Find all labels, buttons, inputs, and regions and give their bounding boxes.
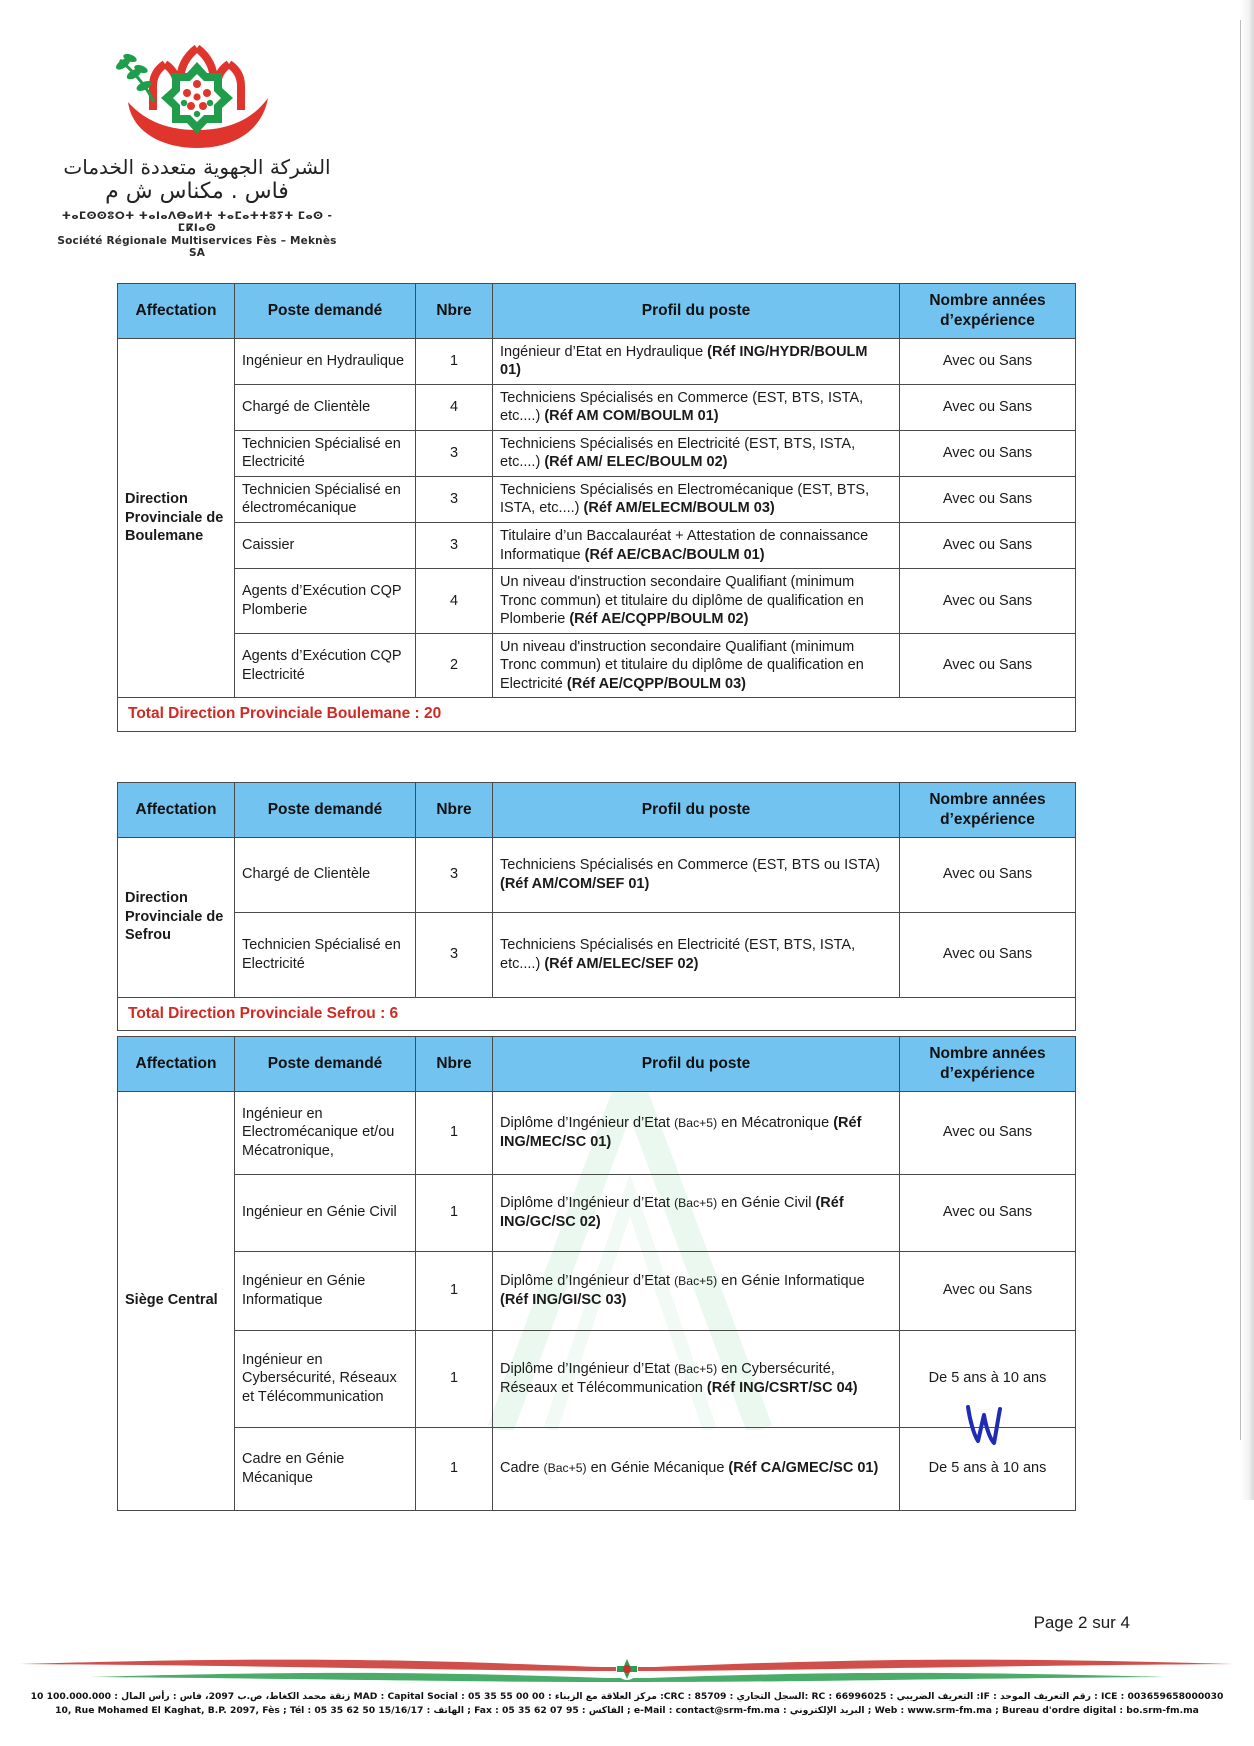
- profil-ref: (Réf ING/HYDR/BOULM 01): [500, 343, 868, 379]
- nbre-cell: 1: [416, 1174, 493, 1251]
- scan-edge: [1240, 0, 1254, 1500]
- col-experience-line1: Nombre années: [929, 292, 1046, 309]
- table-header-row: [118, 284, 1076, 339]
- table-sefrou: [117, 782, 1076, 1031]
- col-experience-line2: d’expérience: [940, 810, 1035, 828]
- table-siege-central: [117, 1036, 1076, 1511]
- profil-cell: [493, 1330, 900, 1427]
- nbre-cell: 2: [416, 633, 493, 698]
- handwritten-signature-mark: [962, 1405, 1008, 1452]
- poste-cell: Agents d’Exécution CQP Electricité: [235, 633, 416, 698]
- col-profil: Profil du poste: [493, 1037, 900, 1092]
- table-header-row: [118, 1037, 1076, 1092]
- col-nbre: Nbre: [416, 284, 493, 339]
- profil-plain: Diplôme d’Ingénieur d’Etat (Bac+5) en Mécatronique: [500, 1115, 834, 1132]
- experience-cell: Avec ou Sans: [900, 1174, 1076, 1251]
- experience-cell: De 5 ans à 10 ans: [900, 1427, 1076, 1510]
- affectation-cell: Siège Central: [118, 1091, 235, 1510]
- poste-cell: Cadre en Génie Mécanique: [235, 1427, 416, 1510]
- col-poste: Poste demandé: [235, 284, 416, 339]
- profil-plain: Ingénieur d’Etat en Hydraulique: [500, 343, 708, 360]
- table-row: [118, 338, 1076, 384]
- profil-plain: Techniciens Spécialisés en Commerce (EST, BTS ou ISTA): [500, 857, 881, 874]
- col-profil: Profil du poste: [493, 284, 900, 339]
- experience-cell: Avec ou Sans: [900, 912, 1076, 997]
- profil-ref: (Réf AM/ELECM/BOULM 03): [583, 500, 775, 517]
- poste-cell: Chargé de Clientèle: [235, 384, 416, 430]
- footer-line-2: 10, Rue Mohamed El Kaghat, B.P. 2097, Fès ; Tél : 05 35 62 50 15/16/17 : الهاتف ; Fax : 05 35 62 07 95 : الفاكس ; e-Mail : contact@srm-fm.ma : البريد الإلكتروني ; Web : www.srm-fm.ma ; Bureau d'ordre digital : bo.srm-fm.ma: [55, 1705, 1199, 1717]
- table-row: [118, 837, 1076, 912]
- table-row: [118, 1091, 1076, 1174]
- profil-ref: (Réf AM/COM/SEF 01): [500, 875, 650, 892]
- poste-cell: Ingénieur en Hydraulique: [235, 338, 416, 384]
- col-poste: Poste demandé: [235, 1037, 416, 1092]
- col-experience-line1: Nombre années: [929, 1045, 1046, 1062]
- profil-cell: [493, 1427, 900, 1510]
- nbre-cell: 1: [416, 1091, 493, 1174]
- total-label: Total Direction Provinciale Sefrou : 6: [118, 997, 1076, 1031]
- poste-cell: Ingénieur en Electromécanique et/ou Mécatronique,: [235, 1091, 416, 1174]
- poste-cell: Technicien Spécialisé en Electricité: [235, 912, 416, 997]
- profil-cell: [493, 1251, 900, 1330]
- nbre-cell: 4: [416, 384, 493, 430]
- profil-plain: Un niveau d'instruction secondaire Qualifiant (minimum Tronc commun) et titulaire du diplôme de qualification en Electricité: [500, 638, 864, 692]
- experience-cell: Avec ou Sans: [900, 837, 1076, 912]
- table-boulemane: [117, 283, 1076, 732]
- poste-cell: Caissier: [235, 523, 416, 569]
- experience-cell: Avec ou Sans: [900, 633, 1076, 698]
- profil-cell: [493, 633, 900, 698]
- col-nbre: Nbre: [416, 1037, 493, 1092]
- profil-plain: Techniciens Spécialisés en Electricité (EST, BTS, ISTA, etc....): [500, 937, 856, 972]
- table-row: [118, 384, 1076, 430]
- profil-ref: (Réf AM COM/BOULM 01): [544, 408, 719, 425]
- total-row: [118, 698, 1076, 732]
- col-profil: Profil du poste: [493, 783, 900, 838]
- profil-plain: Diplôme d’Ingénieur d’Etat (Bac+5) en Génie Informatique: [500, 1273, 865, 1290]
- profil-cell: [493, 476, 900, 522]
- experience-cell: Avec ou Sans: [900, 338, 1076, 384]
- experience-cell: Avec ou Sans: [900, 569, 1076, 634]
- nbre-cell: 3: [416, 523, 493, 569]
- poste-cell: Ingénieur en Génie Informatique: [235, 1251, 416, 1330]
- table-row: [118, 633, 1076, 698]
- profil-plain: Techniciens Spécialisés en Electromécanique (EST, BTS, ISTA, etc....): [500, 481, 870, 517]
- profil-plain: Diplôme d’Ingénieur d’Etat (Bac+5) en Génie Civil: [500, 1195, 816, 1212]
- col-affectation: Affectation: [118, 1037, 235, 1092]
- footer-line-1: 10 زنقة محمد الكغاط، ص.ب 2097، فاس : رأس المال : 100.000.000 MAD : Capital Social : مركز العلاقة مع الزبناء : 00 00 55 35 05 :CRC : السجل التجاري : 85709: RC : التعريف الضريبي : 66996025 :IF : رقم التعريف الموحد : ICE : 003659658000030: [30, 1691, 1224, 1702]
- poste-cell: Technicien Spécialisé en Electricité: [235, 430, 416, 476]
- profil-ref: (Réf AM/ ELEC/BOULM 02): [544, 454, 728, 471]
- nbre-cell: 1: [416, 1427, 493, 1510]
- col-experience: [900, 783, 1076, 838]
- profil-cell: [493, 430, 900, 476]
- scan-edge-line: [1240, 20, 1241, 1440]
- col-experience-line2: d’expérience: [940, 311, 1035, 329]
- table-boulemane-wrap: [117, 283, 1046, 732]
- experience-cell: Avec ou Sans: [900, 430, 1076, 476]
- footer-divider: [0, 1655, 1254, 1689]
- table-sefrou-wrap: [117, 782, 1046, 1031]
- profil-plain: Diplôme d’Ingénieur d’Etat (Bac+5) en Cybersécurité, Réseaux et Télécommunication: [500, 1361, 835, 1396]
- nbre-cell: 1: [416, 338, 493, 384]
- nbre-cell: 3: [416, 912, 493, 997]
- experience-cell: Avec ou Sans: [900, 1251, 1076, 1330]
- profil-ref: (Réf ING/MEC/SC 01): [500, 1115, 862, 1150]
- col-experience: [900, 284, 1076, 339]
- table-row: [118, 523, 1076, 569]
- profil-cell: [493, 1174, 900, 1251]
- profil-ref: (Réf ING/GC/SC 02): [500, 1195, 844, 1230]
- profil-ref: (Réf AE/CQPP/BOULM 03): [566, 675, 747, 692]
- table-header-row: [118, 783, 1076, 838]
- logo-arabic-line-2: فاس . مكناس ش م: [105, 179, 289, 204]
- profil-cell: [493, 338, 900, 384]
- table-siege-central-wrap: [117, 1036, 1047, 1511]
- table-row: [118, 1251, 1076, 1330]
- profil-plain: Techniciens Spécialisés en Commerce (EST, BTS, ISTA, etc....): [500, 389, 864, 425]
- logo-mark-icon: [92, 36, 302, 154]
- profil-ref: (Réf AE/CBAC/BOULM 01): [584, 546, 765, 563]
- logo-arabic-line-1: الشركة الجهوية متعددة الخدمات: [63, 155, 331, 179]
- table-row: [118, 1427, 1076, 1510]
- profil-ref: (Réf AE/CQPP/BOULM 02): [569, 611, 749, 628]
- table-row: [118, 1174, 1076, 1251]
- nbre-cell: 1: [416, 1251, 493, 1330]
- table-row: [118, 1330, 1076, 1427]
- poste-cell: Chargé de Clientèle: [235, 837, 416, 912]
- poste-cell: Ingénieur en Génie Civil: [235, 1174, 416, 1251]
- total-label: Total Direction Provinciale Boulemane : 20: [118, 698, 1076, 732]
- poste-cell: Ingénieur en Cybersécurité, Réseaux et Télécommunication: [235, 1330, 416, 1427]
- poste-cell: Technicien Spécialisé en électromécanique: [235, 476, 416, 522]
- col-experience-line1: Nombre années: [929, 791, 1046, 808]
- experience-cell: Avec ou Sans: [900, 1091, 1076, 1174]
- profil-plain: Techniciens Spécialisés en Electricité (EST, BTS, ISTA, etc....): [500, 435, 856, 471]
- profil-plain: Titulaire d’un Baccalauréat + Attestation de connaissance Informatique: [500, 528, 869, 563]
- col-affectation: Affectation: [118, 284, 235, 339]
- affectation-cell: Direction Provinciale de Sefrou: [118, 837, 235, 997]
- col-experience: [900, 1037, 1076, 1092]
- profil-plain: Cadre (Bac+5) en Génie Mécanique: [500, 1460, 729, 1477]
- nbre-cell: 4: [416, 569, 493, 634]
- nbre-cell: 3: [416, 430, 493, 476]
- profil-plain: Un niveau d'instruction secondaire Qualifiant (minimum Tronc commun) et titulaire du diplôme de qualification en Plomberie: [500, 574, 864, 628]
- profil-cell: [493, 1091, 900, 1174]
- profil-cell: [493, 569, 900, 634]
- nbre-cell: 1: [416, 1330, 493, 1427]
- experience-cell: Avec ou Sans: [900, 523, 1076, 569]
- table-row: [118, 430, 1076, 476]
- logo-french-line: Société Régionale Multiservices Fès – Meknès SA: [57, 235, 337, 260]
- total-row: [118, 997, 1076, 1031]
- nbre-cell: 3: [416, 476, 493, 522]
- col-poste: Poste demandé: [235, 783, 416, 838]
- poste-cell: Agents d’Exécution CQP Plomberie: [235, 569, 416, 634]
- company-logo: [52, 36, 342, 259]
- col-experience-line2: d’expérience: [940, 1064, 1035, 1082]
- page-number: Page 2 sur 4: [1033, 1613, 1130, 1632]
- experience-cell: Avec ou Sans: [900, 476, 1076, 522]
- profil-ref: (Réf CA/GMEC/SC 01): [728, 1460, 879, 1477]
- profil-ref: (Réf ING/CSRT/SC 04): [706, 1379, 858, 1396]
- profil-ref: (Réf ING/GI/SC 03): [500, 1291, 627, 1308]
- experience-cell: De 5 ans à 10 ans: [900, 1330, 1076, 1427]
- col-nbre: Nbre: [416, 783, 493, 838]
- profil-cell: [493, 384, 900, 430]
- table-row: [118, 476, 1076, 522]
- profil-cell: [493, 837, 900, 912]
- logo-tifinagh-line: ⵜⴰⵎⵙⵙⵓⵔⵜ ⵜⴰⵏⴰⴷⴱⴰⵍⵜ ⵜⴰⵎⴰⵜⵜⵓⵢⵜ ⵎⴰⵙ - ⵎⴽⵏⴰⵙ: [61, 210, 333, 235]
- profil-ref: (Réf AM/ELEC/SEF 02): [544, 955, 699, 972]
- affectation-cell: Direction Provinciale de Boulemane: [118, 338, 235, 698]
- profil-cell: [493, 912, 900, 997]
- profil-cell: [493, 523, 900, 569]
- table-row: [118, 912, 1076, 997]
- experience-cell: Avec ou Sans: [900, 384, 1076, 430]
- footer-contact-info: [0, 1690, 1254, 1719]
- col-affectation: Affectation: [118, 783, 235, 838]
- nbre-cell: 3: [416, 837, 493, 912]
- table-row: [118, 569, 1076, 634]
